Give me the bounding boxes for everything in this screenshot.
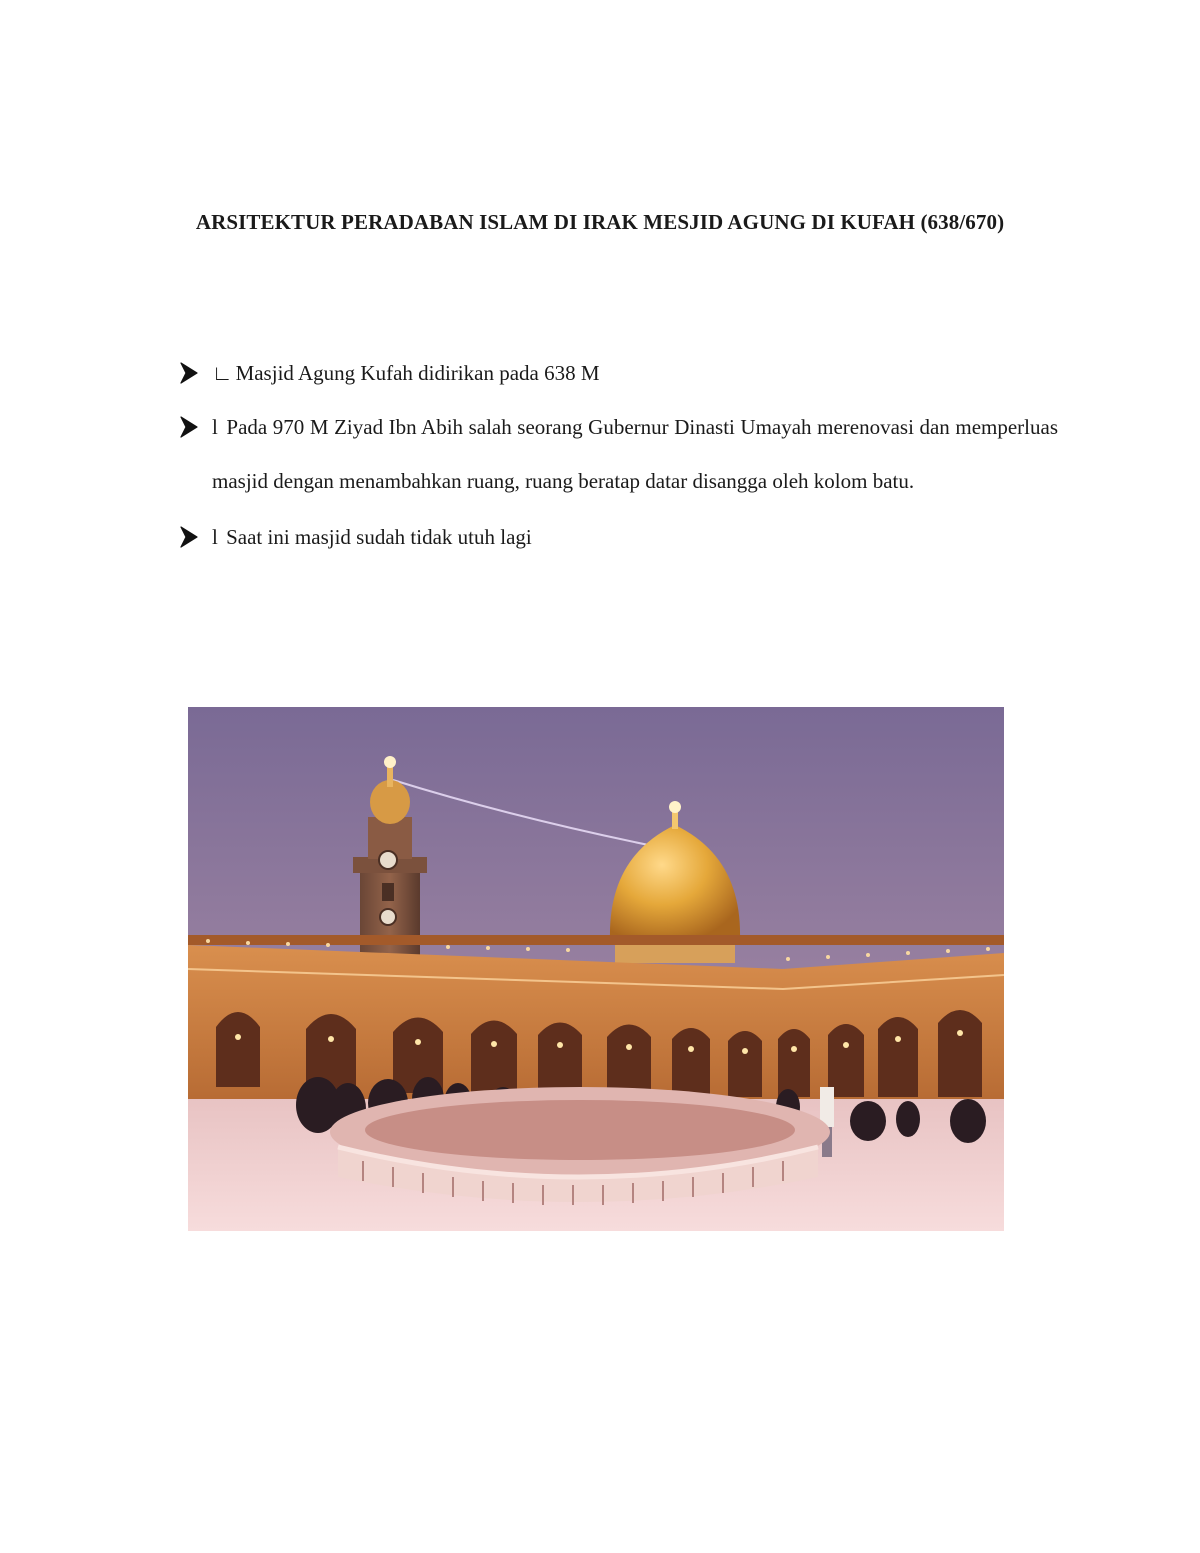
bullet-prefix: l	[212, 415, 218, 439]
bullet-text: Saat ini masjid sudah tidak utuh lagi	[226, 525, 532, 549]
mosque-illustration	[188, 707, 1004, 1231]
bullet-prefix: ∟	[212, 361, 233, 385]
bullet-prefix: l	[212, 525, 218, 549]
list-item	[178, 346, 1058, 400]
mosque-courtyard-photo	[188, 707, 1004, 1231]
arrowhead-bullet-icon	[178, 346, 200, 400]
arrowhead-bullet-icon	[178, 510, 200, 564]
bullet-text: Masjid Agung Kufah didirikan pada 638 M	[235, 361, 600, 385]
list-item	[178, 510, 1058, 564]
bullet-text: Pada 970 M Ziyad Ibn Abih salah seorang Gubernur Dinasti Umayah merenovasi dan memperluas masjid dengan menambahkan ruang, ruang beratap datar disangga oleh kolom batu.	[212, 415, 1058, 493]
list-item	[178, 400, 1058, 508]
arrowhead-bullet-icon	[178, 400, 200, 454]
bullet-list	[178, 346, 1058, 564]
page-title: ARSITEKTUR PERADABAN ISLAM DI IRAK MESJID AGUNG DI KUFAH (638/670)	[195, 210, 1005, 234]
